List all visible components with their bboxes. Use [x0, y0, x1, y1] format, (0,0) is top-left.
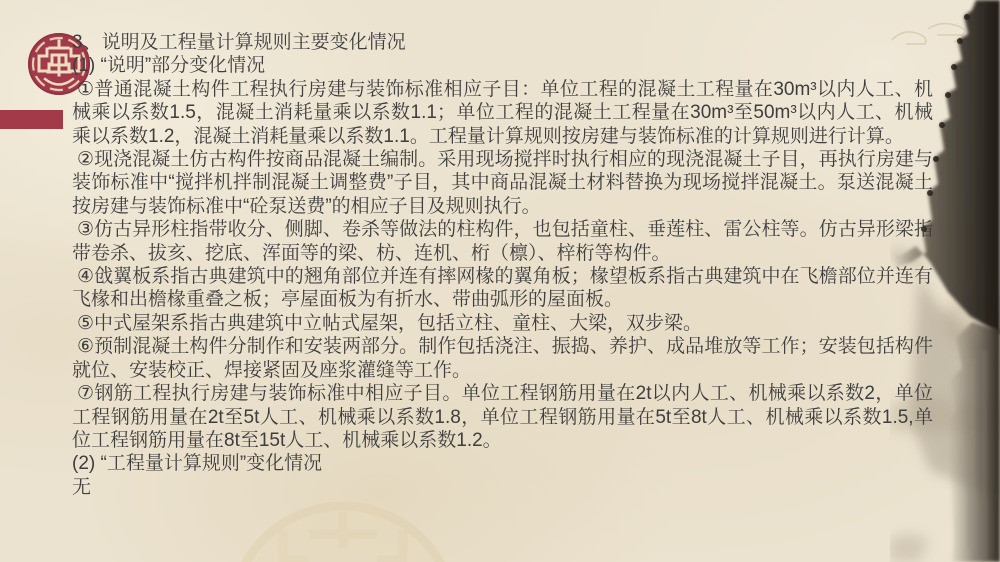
rule-change-item-2: ②现浇混凝土仿古构件按商品混凝土编制。采用现场搅拌时执行相应的现浇混凝土子目，再执行房建与装饰标准中“搅拌机拌制混凝土调整费”子目，其中商品混凝土材料替换为现场搅拌混凝土。泵送混凝土按房建与装饰标准中“砼泵送费”的相应子目及规则执行。 — [72, 149, 933, 217]
seal-watermark-icon — [213, 490, 473, 562]
section-1-heading: (1) “说明”部分变化情况 — [72, 55, 266, 77]
rule-change-item-6: ⑥预制混凝土构件分制作和安装两部分。制作包括浇注、振捣、养护、成品堆放等工作；安装包括构件就位、安装校正、焊接紧固及座浆灌缝等工作。 — [72, 336, 933, 381]
section-2-body: 无 — [72, 476, 92, 498]
rule-change-item-1: ①普通混凝土构件工程执行房建与装饰标准相应子目：单位工程的混凝土工程量在30m³以内人工、机械乘以系数1.5，混凝土消耗量乘以系数1.1；单位工程的混凝土工程量在30m³至50m³以内人工、机械乘以系数1.2，混凝土消耗量乘以系数1.1。工程量计算规则按房建与装饰标准的计算规则进行计算。 — [72, 78, 933, 147]
section-2-heading: (2) “工程量计算规则”变化情况 — [72, 453, 323, 475]
rule-change-item-5: ⑤中式屋架系指古典建筑中立帖式屋架，包括立柱、童柱、大梁，双步梁。 — [77, 312, 703, 334]
slide-content — [72, 31, 933, 499]
rule-change-item-7: ⑦钢筋工程执行房建与装饰标准中相应子目。单位工程钢筋用量在2t以内人工、机械乘以系数2，单位工程钢筋用量在2t至5t人工、机械乘以系数1.8，单位工程钢筋用量在5t至8t人工、机械乘以系数1.5,单位工程钢筋用量在8t至15t人工、机械乘以系数1.2。 — [72, 383, 933, 451]
slide-title: 3、说明及工程量计算规则主要变化情况 — [72, 32, 406, 53]
rule-change-item-4: ④戗翼板系指古典建筑中的翘角部位并连有摔网椽的翼角板；椽望板系指古典建筑中在飞檐部位并连有飞椽和出檐椽重叠之板；亭屋面板为有折水、带曲弧形的屋面板。 — [72, 266, 933, 311]
rule-change-item-3: ③仿古异形柱指带收分、侧脚、卷杀等做法的柱构件，也包括童柱、垂莲柱、雷公柱等。仿古异形梁指带卷杀、拔亥、挖底、浑面等的梁、枋、连机、桁（檩）、梓桁等构件。 — [72, 219, 933, 264]
red-accent-bar — [0, 110, 63, 129]
